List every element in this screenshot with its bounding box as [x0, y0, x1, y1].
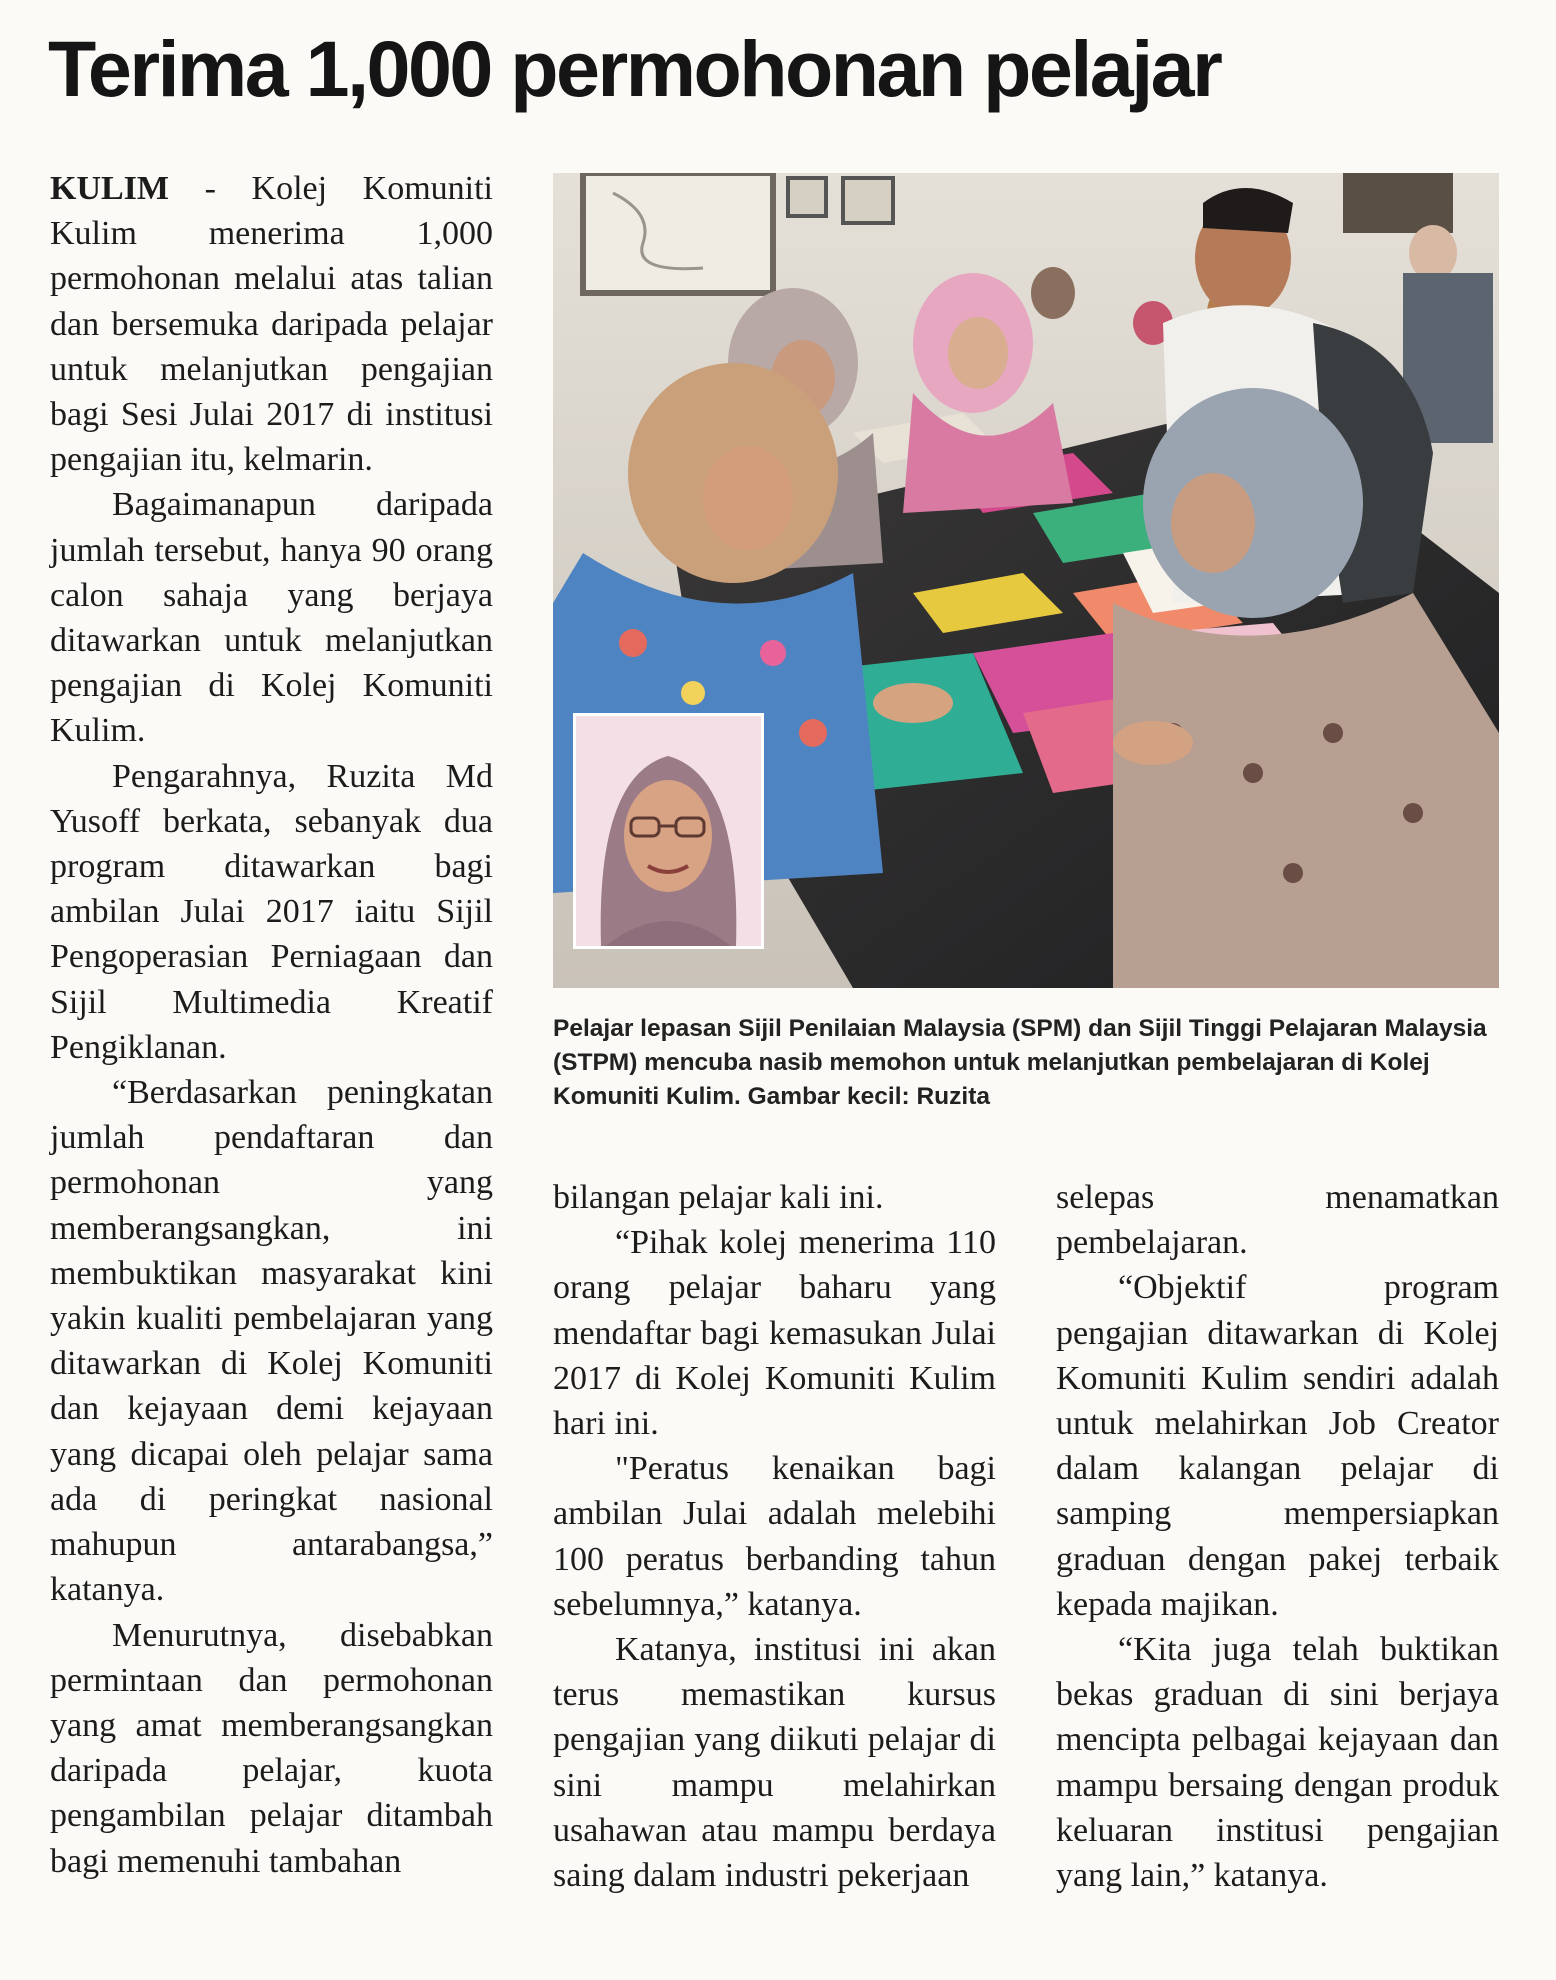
paragraph: Pengarahnya, Ruzita Md Yusoff berkata, sebanyak dua program ditawarkan bagi ambilan Julai 2017 iaitu Sijil Pengoperasian Perniagaan dan Sijil Multimedia Kreatif Pengiklanan.: [50, 757, 493, 1066]
portrait-inset: [573, 713, 764, 949]
paragraph: “Objektif program pengajian ditawarkan di Kolej Komuniti Kulim sendiri adalah untuk melahirkan Job Creator dalam kalangan pelajar di samping mempersiapkan graduan dengan pakej terbaik kepada majikan.: [1056, 1269, 1499, 1623]
paragraph: selepas menamatkan pembelajaran.: [1056, 1179, 1499, 1262]
paragraph: “Berdasarkan peningkatan jumlah pendaftaran dan permohonan yang memberangsangkan, ini membuktikan masyarakat kini yakin kualiti pembelajaran yang ditawarkan di Kolej Komuniti dan kejayaan demi kejayaan yang dicapai oleh pelajar sama ada di peringkat nasional mahupun antarabangsa,” katanya.: [50, 1074, 493, 1609]
paragraph-lead: [50, 166, 493, 482]
paragraph: bilangan pelajar kali ini.: [553, 1179, 884, 1216]
paragraph: Katanya, institusi ini akan terus memastikan kursus pengajian yang diikuti pelajar di sini mampu melahirkan usahawan atau mampu berdaya saing dalam industri pekerjaan: [553, 1631, 996, 1895]
paragraph: "Peratus kenaikan bagi ambilan Julai adalah melebihi 100 peratus berbanding tahun sebelumnya,” katanya.: [553, 1450, 996, 1623]
dateline: KULIM: [50, 170, 169, 207]
article-column-3: [1056, 1175, 1499, 1898]
lead-text: - Kolej Komuniti Kulim menerima 1,000 permohonan melalui atas talian dan bersemuka daripada pelajar untuk melanjutkan pengajian bagi Sesi Julai 2017 di institusi pengajian itu, kelmarin.: [50, 170, 493, 479]
news-photo: [553, 173, 1499, 988]
headline: Terima 1,000 permohonan pelajar: [48, 24, 1221, 113]
photo-caption: Pelajar lepasan Sijil Penilaian Malaysia (SPM) dan Sijil Tinggi Pelajaran Malaysia (STPM) mencuba nasib memohon untuk melanjutkan pembelajaran di Kolej Komuniti Kulim. Gambar kecil: Ruzita: [553, 1015, 1487, 1110]
paragraph: “Kita juga telah buktikan bekas graduan di sini berjaya mencipta pelbagai kejayaan dan mampu bersaing dengan produk keluaran institusi pengajian yang lain,” katanya.: [1056, 1631, 1499, 1895]
paragraph: Bagaimanapun daripada jumlah tersebut, hanya 90 orang calon sahaja yang berjaya ditawarkan untuk melanjutkan pengajian di Kolej Komuniti Kulim.: [50, 486, 493, 750]
paragraph: “Pihak kolej menerima 110 orang pelajar baharu yang mendaftar bagi kemasukan Julai 2017 di Kolej Komuniti Kulim hari ini.: [553, 1224, 996, 1443]
article-column-1: [50, 166, 493, 1884]
article-column-2: [553, 1175, 996, 1898]
paragraph: Menurutnya, disebabkan permintaan dan permohonan yang amat memberangsangkan daripada pelajar, kuota pengambilan pelajar ditambah bagi memenuhi tambahan: [50, 1616, 493, 1880]
portrait-image: [576, 716, 761, 946]
